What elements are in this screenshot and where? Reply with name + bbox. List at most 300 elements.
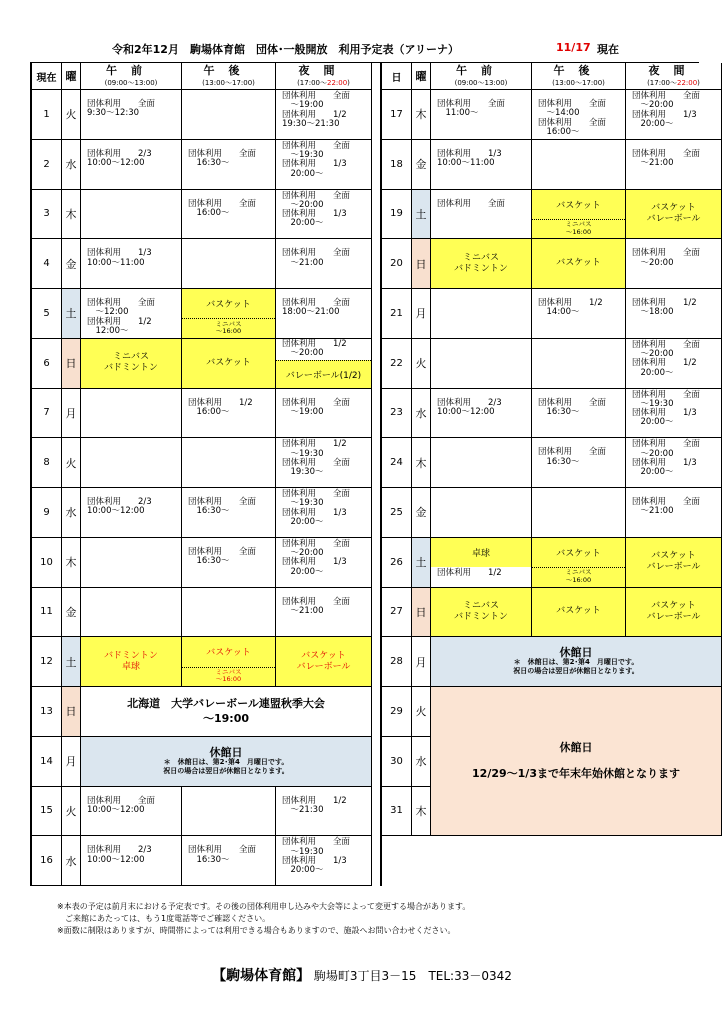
header-dow xyxy=(62,63,81,90)
day-1-number xyxy=(32,90,62,140)
header-evening-label: 夜間 xyxy=(298,64,349,77)
day-4-evening xyxy=(276,239,372,289)
header-now-label: 現在 xyxy=(36,72,57,84)
day-12-evening-line2: バレーボール xyxy=(296,661,351,672)
day-24-number-label: 24 xyxy=(390,457,403,469)
day-5-morning xyxy=(81,289,182,339)
day-9-weekday xyxy=(62,488,81,538)
day-12-morning-line1: バドミントン xyxy=(104,650,158,661)
day-12-evening-line1: バスケット xyxy=(301,650,346,661)
day-22-weekday xyxy=(412,339,431,389)
day-21-number xyxy=(382,289,412,339)
day-12-number xyxy=(32,637,62,687)
day-22-weekday-label: 火 xyxy=(415,357,427,371)
day-17-number-label: 17 xyxy=(390,108,403,120)
day-12-weekday-label: 土 xyxy=(65,655,77,669)
day-20-evening xyxy=(626,239,722,289)
day-7-weekday-label: 月 xyxy=(65,406,77,420)
day-21-evening-text: 団体利用 1/2 ～18:00 xyxy=(632,298,697,318)
day-4-evening-text: 団体利用 全面 ～21:00 xyxy=(282,248,351,268)
day-23-number-label: 23 xyxy=(390,407,403,419)
day-19-number-label: 19 xyxy=(390,208,403,220)
day-14-closed-note2: 祝日の場合は翌日が休館日となります。 xyxy=(163,766,289,775)
day-24-number xyxy=(382,438,412,488)
day-28-weekday xyxy=(412,637,431,687)
day-28-number xyxy=(382,637,412,687)
day-24-afternoon-text: 団体利用 全面 16:30～ xyxy=(538,447,607,467)
day-9-afternoon xyxy=(182,488,276,538)
day-2-evening xyxy=(276,140,372,190)
day-27-afternoon-line1: バスケット xyxy=(556,606,601,617)
day-4-weekday-label: 金 xyxy=(65,257,77,271)
day-7-evening xyxy=(276,389,372,439)
day-12-afternoon-top: バスケット xyxy=(182,637,275,667)
day-16-number xyxy=(32,836,62,886)
day-16-evening-text: 団体利用 全面 ～19:30 団体利用 1/3 20:00～ xyxy=(282,837,351,876)
day-8-evening xyxy=(276,438,372,488)
day-18-evening-text: 団体利用 全面 ～21:00 xyxy=(632,148,701,169)
day-12-morning-line2: 卓球 xyxy=(121,661,140,672)
day-12-afternoon xyxy=(182,637,276,687)
day-23-afternoon xyxy=(532,389,626,439)
day-3-evening xyxy=(276,190,372,240)
day-19-afternoon-bottom xyxy=(532,219,625,239)
day-15-morning-text: 団体利用 全面 10:00～12:00 xyxy=(87,795,156,815)
day-13-number-label: 13 xyxy=(40,705,53,717)
title-date: 11/17 xyxy=(556,41,591,54)
day-18-number xyxy=(382,140,412,190)
day-10-afternoon-text: 団体利用 全面 16:30～ xyxy=(188,546,257,567)
day-14-closed-note1: ＊ 休館日は、第2･第4 月曜日です。 xyxy=(163,757,289,766)
day-10-weekday xyxy=(62,538,81,588)
header-afternoon-label: 午後 xyxy=(203,64,254,77)
day-21-afternoon xyxy=(532,289,626,339)
day-26-morning-top: 卓球 xyxy=(431,538,531,567)
day-7-evening-text: 団体利用 全面 ～19:00 xyxy=(282,397,351,417)
day-23-weekday-label: 水 xyxy=(415,406,427,420)
day-13-number xyxy=(32,687,62,737)
day-26-afternoon-bottom-line2: ～16:00 xyxy=(565,575,592,584)
day-7-morning xyxy=(81,389,182,439)
day-24-weekday-label: 木 xyxy=(415,456,427,470)
day-9-morning-text: 団体利用 2/3 10:00～12:00 xyxy=(87,497,152,517)
facility-address: 駒場町3丁目3－15 TEL:33－0342 xyxy=(313,969,512,983)
day-15-afternoon xyxy=(182,787,276,837)
day-9-evening-text: 団体利用 全面 ～19:30 団体利用 1/3 20:00～ xyxy=(282,489,351,527)
day-16-afternoon xyxy=(182,836,276,886)
day-2-evening-text: 団体利用 全面 ～19:30 団体利用 1/3 20:00～ xyxy=(282,140,351,179)
day-18-weekday xyxy=(412,140,431,190)
day-11-afternoon xyxy=(182,588,276,638)
day-15-number xyxy=(32,787,62,837)
day-27-morning-line1: ミニバス xyxy=(462,600,499,611)
day-16-morning-text: 団体利用 2/3 10:00～12:00 xyxy=(87,845,152,865)
day-12-evening xyxy=(276,637,372,687)
header-dow xyxy=(412,63,431,90)
day-14-closed xyxy=(81,737,372,787)
header-evening-time xyxy=(626,78,721,88)
day-9-afternoon-text: 団体利用 全面 16:30～ xyxy=(188,497,257,517)
day-3-morning xyxy=(81,190,182,240)
day-26-evening-line2: バレーボール xyxy=(646,562,701,573)
day-4-morning-text: 団体利用 1/3 10:00～11:00 xyxy=(87,248,152,268)
day-2-morning xyxy=(81,140,182,190)
header-afternoon-time: (13:00～17:00) xyxy=(202,79,255,87)
day-2-morning-text: 団体利用 2/3 10:00～12:00 xyxy=(87,148,152,169)
day-4-number xyxy=(32,239,62,289)
header-evening-time-a: (17:00～ xyxy=(297,79,327,87)
day-30-weekday xyxy=(412,737,431,787)
day-26-morning-bottom: 団体利用 1/2 xyxy=(437,567,502,578)
day-25-evening-text: 団体利用 全面 ～21:00 xyxy=(632,497,701,517)
day-6-afternoon-line1: バスケット xyxy=(206,357,251,368)
facility-name: 【駒場体育館】 xyxy=(212,968,311,984)
day-27-weekday-label: 日 xyxy=(415,605,427,619)
day-27-weekday xyxy=(412,588,431,638)
day-9-number-label: 9 xyxy=(43,506,50,518)
header-evening-time-a: (17:00～ xyxy=(647,79,677,87)
day-6-morning-line2: バドミントン xyxy=(104,363,158,374)
header-afternoon xyxy=(532,63,626,90)
day-23-evening-text: 団体利用 全面 ～19:30 団体利用 1/3 20:00～ xyxy=(632,389,701,428)
day-1-morning-text: 団体利用 全面 9:30～12:30 xyxy=(87,99,156,119)
day-22-afternoon xyxy=(532,339,626,389)
day-22-morning xyxy=(431,339,532,389)
day-17-evening xyxy=(626,90,722,140)
day-23-number xyxy=(382,389,412,439)
day-11-weekday xyxy=(62,588,81,638)
day-20-number xyxy=(382,239,412,289)
day-12-afternoon-bottom xyxy=(182,667,275,687)
day-20-evening-text: 団体利用 全面 ～20:00 xyxy=(632,248,701,268)
day-6-weekday-label: 日 xyxy=(65,357,77,371)
day-19-weekday-label: 土 xyxy=(415,207,427,221)
header-evening xyxy=(276,63,372,90)
day-2-weekday xyxy=(62,140,81,190)
day-5-evening xyxy=(276,289,372,339)
day-10-number-label: 10 xyxy=(40,556,53,568)
day-11-morning xyxy=(81,588,182,638)
day-26-weekday xyxy=(412,538,431,588)
day-27-morning-line2: バドミントン xyxy=(454,611,508,622)
day-6-evening-top: 団体利用 1/2 ～20:00 xyxy=(282,338,347,359)
day-17-afternoon xyxy=(532,90,626,140)
yearend-text: 12/29～1/3まで年末年始休館となります xyxy=(472,767,680,781)
day-24-evening xyxy=(626,438,722,488)
day-27-evening-line2: バレーボール xyxy=(646,611,701,622)
day-2-number-label: 2 xyxy=(43,158,50,170)
day-1-number-label: 1 xyxy=(43,108,50,120)
note-1: ※本表の予定は前月末における予定表です。その後の団体利用申し込みや大会等によって変更する場合があります。 xyxy=(57,902,471,911)
day-30-weekday-label: 水 xyxy=(415,755,427,769)
day-26-evening-line1: バスケット xyxy=(651,551,696,562)
header-morning xyxy=(431,63,532,90)
day-27-morning xyxy=(431,588,532,638)
day-20-weekday-label: 日 xyxy=(415,257,427,271)
day-14-weekday xyxy=(62,737,81,787)
day-5-afternoon-top: バスケット xyxy=(182,289,275,319)
day-7-afternoon-text: 団体利用 1/2 16:00～ xyxy=(188,397,253,417)
day-21-evening xyxy=(626,289,722,339)
day-19-weekday xyxy=(412,190,431,240)
day-26-afternoon-bottom xyxy=(532,567,625,587)
day-21-morning xyxy=(431,289,532,339)
day-28-closed-note2: 祝日の場合は翌日が休館日となります。 xyxy=(513,667,639,676)
day-9-number xyxy=(32,488,62,538)
day-1-afternoon xyxy=(182,90,276,140)
yearend-closed xyxy=(431,687,722,836)
day-12-number-label: 12 xyxy=(40,656,53,668)
day-6-number-label: 6 xyxy=(43,357,50,369)
day-27-afternoon xyxy=(532,588,626,638)
day-8-number-label: 8 xyxy=(43,457,50,469)
day-10-number xyxy=(32,538,62,588)
day-27-evening-line1: バスケット xyxy=(651,600,696,611)
header-evening-label: 夜間 xyxy=(648,64,699,77)
day-29-number-label: 29 xyxy=(390,705,403,717)
day-15-number-label: 15 xyxy=(40,805,53,817)
day-25-afternoon xyxy=(532,488,626,538)
day-20-number-label: 20 xyxy=(390,258,403,270)
day-7-weekday xyxy=(62,389,81,439)
day-8-number xyxy=(32,438,62,488)
day-27-evening xyxy=(626,588,722,638)
day-19-afternoon xyxy=(532,190,626,240)
header-morning xyxy=(81,63,182,90)
day-18-weekday-label: 金 xyxy=(415,158,427,172)
day-13-event xyxy=(81,687,372,737)
day-5-weekday xyxy=(62,289,81,339)
day-7-number xyxy=(32,389,62,439)
day-17-morning xyxy=(431,90,532,140)
header-day xyxy=(382,63,412,90)
header-afternoon-time: (13:00～17:00) xyxy=(552,79,605,87)
header-morning-time: (09:00～13:00) xyxy=(454,79,508,87)
day-22-evening xyxy=(626,339,722,389)
day-24-evening-text: 団体利用 全面 ～20:00 団体利用 1/3 20:00～ xyxy=(632,439,701,478)
day-28-weekday-label: 月 xyxy=(415,655,427,669)
day-15-morning xyxy=(81,787,182,837)
day-13-event-line2: ～19:00 xyxy=(202,712,249,726)
day-5-afternoon xyxy=(182,289,276,339)
day-1-evening-text: 団体利用 全面 ～19:00 団体利用 1/2 19:30～21:30 xyxy=(282,91,351,129)
day-25-number xyxy=(382,488,412,538)
header-morning-label: 午前 xyxy=(456,64,506,77)
header-afternoon-label: 午後 xyxy=(553,64,604,77)
day-25-weekday-label: 金 xyxy=(415,506,427,520)
day-9-weekday-label: 水 xyxy=(65,506,77,520)
day-25-number-label: 25 xyxy=(390,506,403,518)
day-17-weekday-label: 木 xyxy=(415,108,427,122)
header-evening xyxy=(626,63,722,90)
day-5-morning-text: 団体利用 全面 ～12:00 団体利用 1/2 12:00～ xyxy=(87,298,156,336)
day-22-number xyxy=(382,339,412,389)
day-5-evening-text: 団体利用 全面 18:00～21:00 xyxy=(282,298,351,318)
day-27-number xyxy=(382,588,412,638)
day-26-afternoon-top: バスケット xyxy=(532,538,625,568)
day-31-weekday-label: 木 xyxy=(415,804,427,818)
day-28-closed-note1: ＊ 休館日は、第2･第4 月曜日です。 xyxy=(513,658,639,667)
day-5-afternoon-bottom-line1: ミニバス xyxy=(215,319,242,328)
day-22-evening-text: 団体利用 全面 ～20:00 団体利用 1/2 20:00～ xyxy=(632,339,701,378)
day-15-evening-text: 団体利用 1/2 ～21:30 xyxy=(282,795,347,815)
day-4-weekday xyxy=(62,239,81,289)
day-3-weekday xyxy=(62,190,81,240)
day-20-weekday xyxy=(412,239,431,289)
day-11-number-label: 11 xyxy=(40,606,53,618)
day-28-number-label: 28 xyxy=(390,656,403,668)
day-1-weekday-label: 火 xyxy=(65,108,77,122)
day-30-number-label: 30 xyxy=(390,755,403,767)
day-10-evening xyxy=(276,538,372,588)
header-evening-time-c: ) xyxy=(697,79,700,87)
day-19-morning-text: 団体利用 全面 xyxy=(437,198,506,209)
notes xyxy=(57,901,470,937)
note-2: ご来館にあたっては、もう1度電話等でご確認ください。 xyxy=(57,914,271,923)
day-12-afternoon-bottom-line2: ～16:00 xyxy=(215,675,242,684)
day-19-afternoon-bottom-line1: ミニバス xyxy=(565,220,592,228)
day-18-afternoon xyxy=(532,140,626,190)
day-5-number-label: 5 xyxy=(43,307,50,319)
day-19-afternoon-top: バスケット xyxy=(532,190,625,220)
day-19-morning xyxy=(431,190,532,240)
day-11-evening-text: 団体利用 全面 ～21:00 xyxy=(282,596,351,616)
day-23-evening xyxy=(626,389,722,439)
day-5-weekday-label: 土 xyxy=(65,307,77,321)
day-21-afternoon-text: 団体利用 1/2 14:00～ xyxy=(538,298,603,318)
day-4-afternoon xyxy=(182,239,276,289)
day-17-afternoon-text: 団体利用 全面 ～14:00 団体利用 全面 16:00～ xyxy=(538,99,607,137)
day-6-afternoon xyxy=(182,339,276,389)
day-19-evening xyxy=(626,190,722,240)
day-1-evening xyxy=(276,90,372,140)
day-30-number xyxy=(382,737,412,787)
day-12-morning xyxy=(81,637,182,687)
day-17-weekday xyxy=(412,90,431,140)
yearend-title: 休館日 xyxy=(559,741,593,755)
day-15-weekday xyxy=(62,787,81,837)
day-13-event-line1: 北海道 大学バレーボール連盟秋季大会 xyxy=(127,697,325,711)
day-14-number-label: 14 xyxy=(40,755,53,767)
day-10-evening-text: 団体利用 全面 ～20:00 団体利用 1/3 20:00～ xyxy=(282,538,351,577)
day-20-morning xyxy=(431,239,532,289)
day-20-afternoon xyxy=(532,239,626,289)
day-16-evening xyxy=(276,836,372,886)
day-3-afternoon xyxy=(182,190,276,240)
day-9-evening xyxy=(276,488,372,538)
page-title xyxy=(0,41,724,57)
header-morning-label: 午前 xyxy=(106,64,156,77)
day-11-weekday-label: 金 xyxy=(65,605,77,619)
day-17-number xyxy=(382,90,412,140)
day-22-number-label: 22 xyxy=(390,357,403,369)
header-morning-time: (09:00～13:00) xyxy=(104,79,158,87)
day-6-weekday xyxy=(62,339,81,389)
day-6-morning-line1: ミニバス xyxy=(112,352,149,363)
day-13-weekday-label: 日 xyxy=(65,705,77,719)
day-5-afternoon-bottom xyxy=(182,318,275,338)
day-26-number-label: 26 xyxy=(390,556,403,568)
day-1-morning xyxy=(81,90,182,140)
day-2-weekday-label: 水 xyxy=(65,158,77,172)
day-28-closed-title: 休館日 xyxy=(559,646,593,660)
day-9-morning xyxy=(81,488,182,538)
day-11-evening xyxy=(276,588,372,638)
day-26-number xyxy=(382,538,412,588)
day-3-weekday-label: 木 xyxy=(65,207,77,221)
day-15-evening xyxy=(276,787,372,837)
day-29-weekday-label: 火 xyxy=(415,705,427,719)
day-8-weekday xyxy=(62,438,81,488)
day-19-evening-line1: バスケット xyxy=(651,202,696,213)
day-18-evening xyxy=(626,140,722,190)
day-10-afternoon xyxy=(182,538,276,588)
day-23-weekday xyxy=(412,389,431,439)
day-10-weekday-label: 木 xyxy=(65,556,77,570)
note-3: ※面数に制限はありますが、時間帯によっては利用できる場合もありますので、施設へお問い合わせください。 xyxy=(57,926,456,935)
day-13-weekday xyxy=(62,687,81,737)
header-evening-time-c: ) xyxy=(347,79,350,87)
day-15-weekday-label: 火 xyxy=(65,804,77,818)
day-26-evening xyxy=(626,538,722,588)
day-14-number xyxy=(32,737,62,787)
day-24-afternoon xyxy=(532,438,626,488)
day-29-weekday xyxy=(412,687,431,737)
day-26-morning xyxy=(431,538,532,588)
day-2-afternoon-text: 団体利用 全面 16:30～ xyxy=(188,148,257,169)
day-21-weekday-label: 月 xyxy=(415,307,427,321)
day-11-number xyxy=(32,588,62,638)
day-21-number-label: 21 xyxy=(390,307,403,319)
day-5-afternoon-bottom-line2: ～16:00 xyxy=(215,327,242,335)
day-23-morning-text: 団体利用 2/3 10:00～12:00 xyxy=(437,397,502,417)
day-8-afternoon xyxy=(182,438,276,488)
header-now xyxy=(32,63,62,90)
day-8-morning xyxy=(81,438,182,488)
day-16-morning xyxy=(81,836,182,886)
day-17-evening-text: 団体利用 全面 ～20:00 団体利用 1/3 20:00～ xyxy=(632,91,701,129)
day-20-morning-line1: ミニバス xyxy=(462,252,499,263)
schedule-table xyxy=(30,62,699,886)
day-18-morning-text: 団体利用 1/3 10:00～11:00 xyxy=(437,148,502,169)
day-2-afternoon xyxy=(182,140,276,190)
day-26-afternoon xyxy=(532,538,626,588)
day-25-evening xyxy=(626,488,722,538)
day-14-closed-title: 休館日 xyxy=(209,745,243,759)
day-24-weekday xyxy=(412,438,431,488)
day-25-weekday xyxy=(412,488,431,538)
footer xyxy=(0,965,724,985)
day-29-number xyxy=(382,687,412,737)
day-31-weekday xyxy=(412,787,431,837)
day-4-number-label: 4 xyxy=(43,258,50,270)
header-evening-time xyxy=(276,78,371,88)
day-4-morning xyxy=(81,239,182,289)
day-20-afternoon-line1: バスケット xyxy=(556,258,601,269)
day-2-number xyxy=(32,140,62,190)
day-21-weekday xyxy=(412,289,431,339)
day-20-morning-line2: バドミントン xyxy=(454,263,508,274)
day-3-number xyxy=(32,190,62,240)
day-6-evening-bottom: バレーボール(1/2) xyxy=(276,360,371,388)
day-19-number xyxy=(382,190,412,240)
day-16-weekday xyxy=(62,836,81,886)
day-16-weekday-label: 水 xyxy=(65,854,77,868)
day-3-number-label: 3 xyxy=(43,208,50,220)
day-6-number xyxy=(32,339,62,389)
header-evening-time-b: 22:00 xyxy=(676,79,698,87)
day-31-number-label: 31 xyxy=(390,805,403,817)
